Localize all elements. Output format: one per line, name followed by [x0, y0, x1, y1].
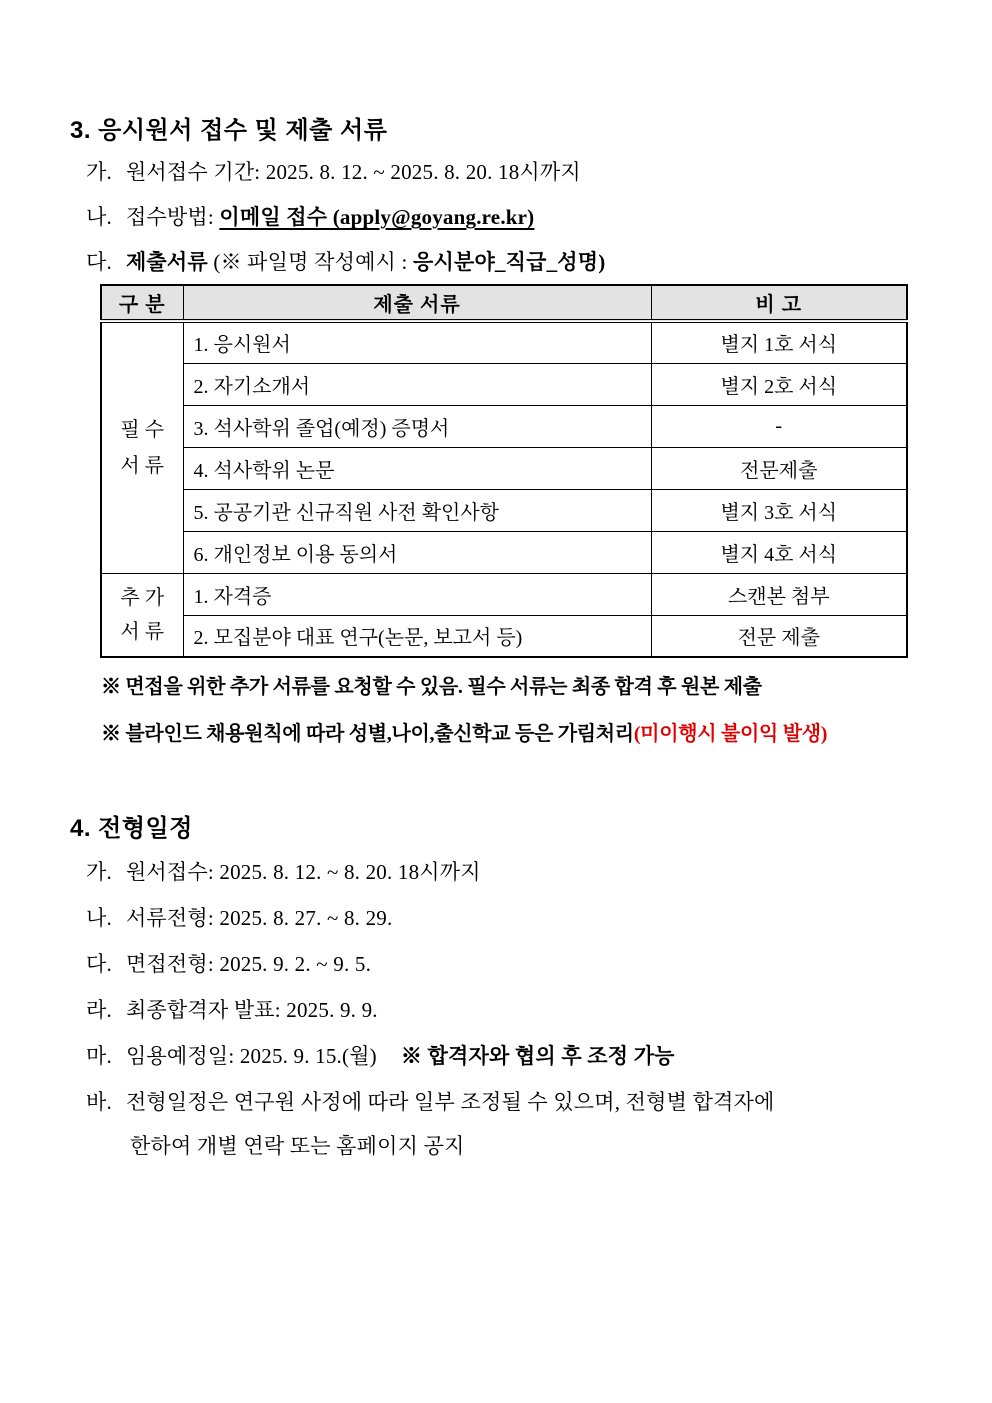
list-item-submission-documents: [86, 246, 605, 276]
list-item-submission-method: [86, 201, 534, 231]
category-line: 서 류: [120, 620, 165, 643]
item-label: 바.: [86, 1090, 112, 1114]
table-row: [101, 531, 907, 573]
item-label: 다.: [86, 250, 112, 274]
remark-cell: 별지 2호 서식: [651, 363, 907, 405]
category-line: 필 수: [120, 418, 165, 441]
item-text: (※ 파일명 작성예시 :: [207, 250, 413, 274]
item-label: 라.: [86, 998, 112, 1022]
item-text-close: ): [598, 250, 606, 274]
section3-title: 3. 응시원서 접수 및 제출 서류: [70, 117, 388, 144]
category-additional-documents: [101, 573, 183, 657]
list-item-schedule-change-continuation: [130, 1130, 465, 1160]
note-text: ※ 블라인드 채용원칙에 따라 성별,나이,출신학교 등은 가림처리: [101, 723, 634, 745]
submission-documents-table: [100, 284, 908, 658]
table-header-row: [101, 285, 907, 321]
remark-cell: -: [651, 405, 907, 447]
remark-cell: 전문제출: [651, 447, 907, 489]
email-emphasis: 이메일 접수 (apply@goyang.re.kr): [219, 205, 535, 229]
note-text: ※ 면접을 위한 추가 서류를 요청할 수 있음. 필수 서류는 최종 합격 후 원본 제출: [101, 676, 762, 698]
item-label: 가.: [86, 160, 112, 184]
document-cell: 1. 응시원서: [183, 321, 651, 363]
filename-example-bold: 응시분야_직급_성명: [412, 250, 599, 274]
remark-cell: 별지 3호 서식: [651, 489, 907, 531]
item-text-bold: 제출서류: [125, 250, 208, 274]
item-label: 다.: [86, 952, 112, 976]
list-item-final-announcement: [86, 994, 378, 1024]
item-text: 임용예정일: 2025. 9. 15.(월): [125, 1044, 377, 1068]
item-text: 전형일정은 연구원 사정에 따라 일부 조정될 수 있으며, 전형별 합격자에: [125, 1090, 775, 1114]
category-line: 추 가: [120, 586, 165, 609]
section4-title: 4. 전형일정: [70, 815, 193, 842]
list-item-schedule-change: [86, 1086, 775, 1116]
table-row: [101, 363, 907, 405]
table-row: [101, 573, 907, 615]
item-text: 최종합격자 발표: 2025. 9. 9.: [125, 998, 378, 1022]
table-row: [101, 489, 907, 531]
document-cell: 2. 자기소개서: [183, 363, 651, 405]
item-text: 원서접수 기간: 2025. 8. 12. ~ 2025. 8. 20. 18시까지: [125, 160, 581, 184]
header-category: 구 분: [101, 285, 183, 321]
item-label: 가.: [86, 860, 112, 884]
document-cell: 2. 모집분야 대표 연구(논문, 보고서 등): [183, 615, 651, 657]
table-row: [101, 321, 907, 363]
header-remarks: 비 고: [651, 285, 907, 321]
list-item-document-screening: [86, 902, 392, 932]
document-cell: 3. 석사학위 졸업(예정) 증명서: [183, 405, 651, 447]
item-text: 접수방법:: [125, 205, 220, 229]
remark-cell: 별지 4호 서식: [651, 531, 907, 573]
document-cell: 1. 자격증: [183, 573, 651, 615]
note-blind-recruitment: [101, 717, 827, 746]
item-text: 한하여 개별 연락 또는 홈페이지 공지: [130, 1134, 465, 1158]
remark-cell: 별지 1호 서식: [651, 321, 907, 363]
document-cell: 4. 석사학위 논문: [183, 447, 651, 489]
note-warning-red: (미이행시 불이익 발생): [633, 723, 828, 745]
list-item-interview: [86, 948, 371, 978]
category-line: 서 류: [120, 454, 165, 477]
item-text: 원서접수: 2025. 8. 12. ~ 8. 20. 18시까지: [125, 860, 481, 884]
table-row: [101, 615, 907, 657]
note-additional-documents: [101, 670, 762, 699]
document-cell: 6. 개인정보 이용 동의서: [183, 531, 651, 573]
table-row: [101, 405, 907, 447]
remark-cell: 전문 제출: [651, 615, 907, 657]
category-required-documents: [101, 321, 183, 573]
item-label: 마.: [86, 1044, 112, 1068]
list-item-appointment-date: [86, 1040, 675, 1070]
item-label: 나.: [86, 205, 112, 229]
item-text: 면접전형: 2025. 9. 2. ~ 9. 5.: [125, 952, 372, 976]
item-text: 서류전형: 2025. 8. 27. ~ 8. 29.: [125, 906, 393, 930]
remark-cell: 스캔본 첨부: [651, 573, 907, 615]
document-cell: 5. 공공기관 신규직원 사전 확인사항: [183, 489, 651, 531]
header-documents: 제출 서류: [183, 285, 651, 321]
item-label: 나.: [86, 906, 112, 930]
list-item-application-receipt: [86, 856, 481, 886]
table-row: [101, 447, 907, 489]
appointment-note-bold: ※ 합격자와 협의 후 조정 가능: [400, 1044, 675, 1068]
list-item-application-period: [86, 156, 581, 186]
